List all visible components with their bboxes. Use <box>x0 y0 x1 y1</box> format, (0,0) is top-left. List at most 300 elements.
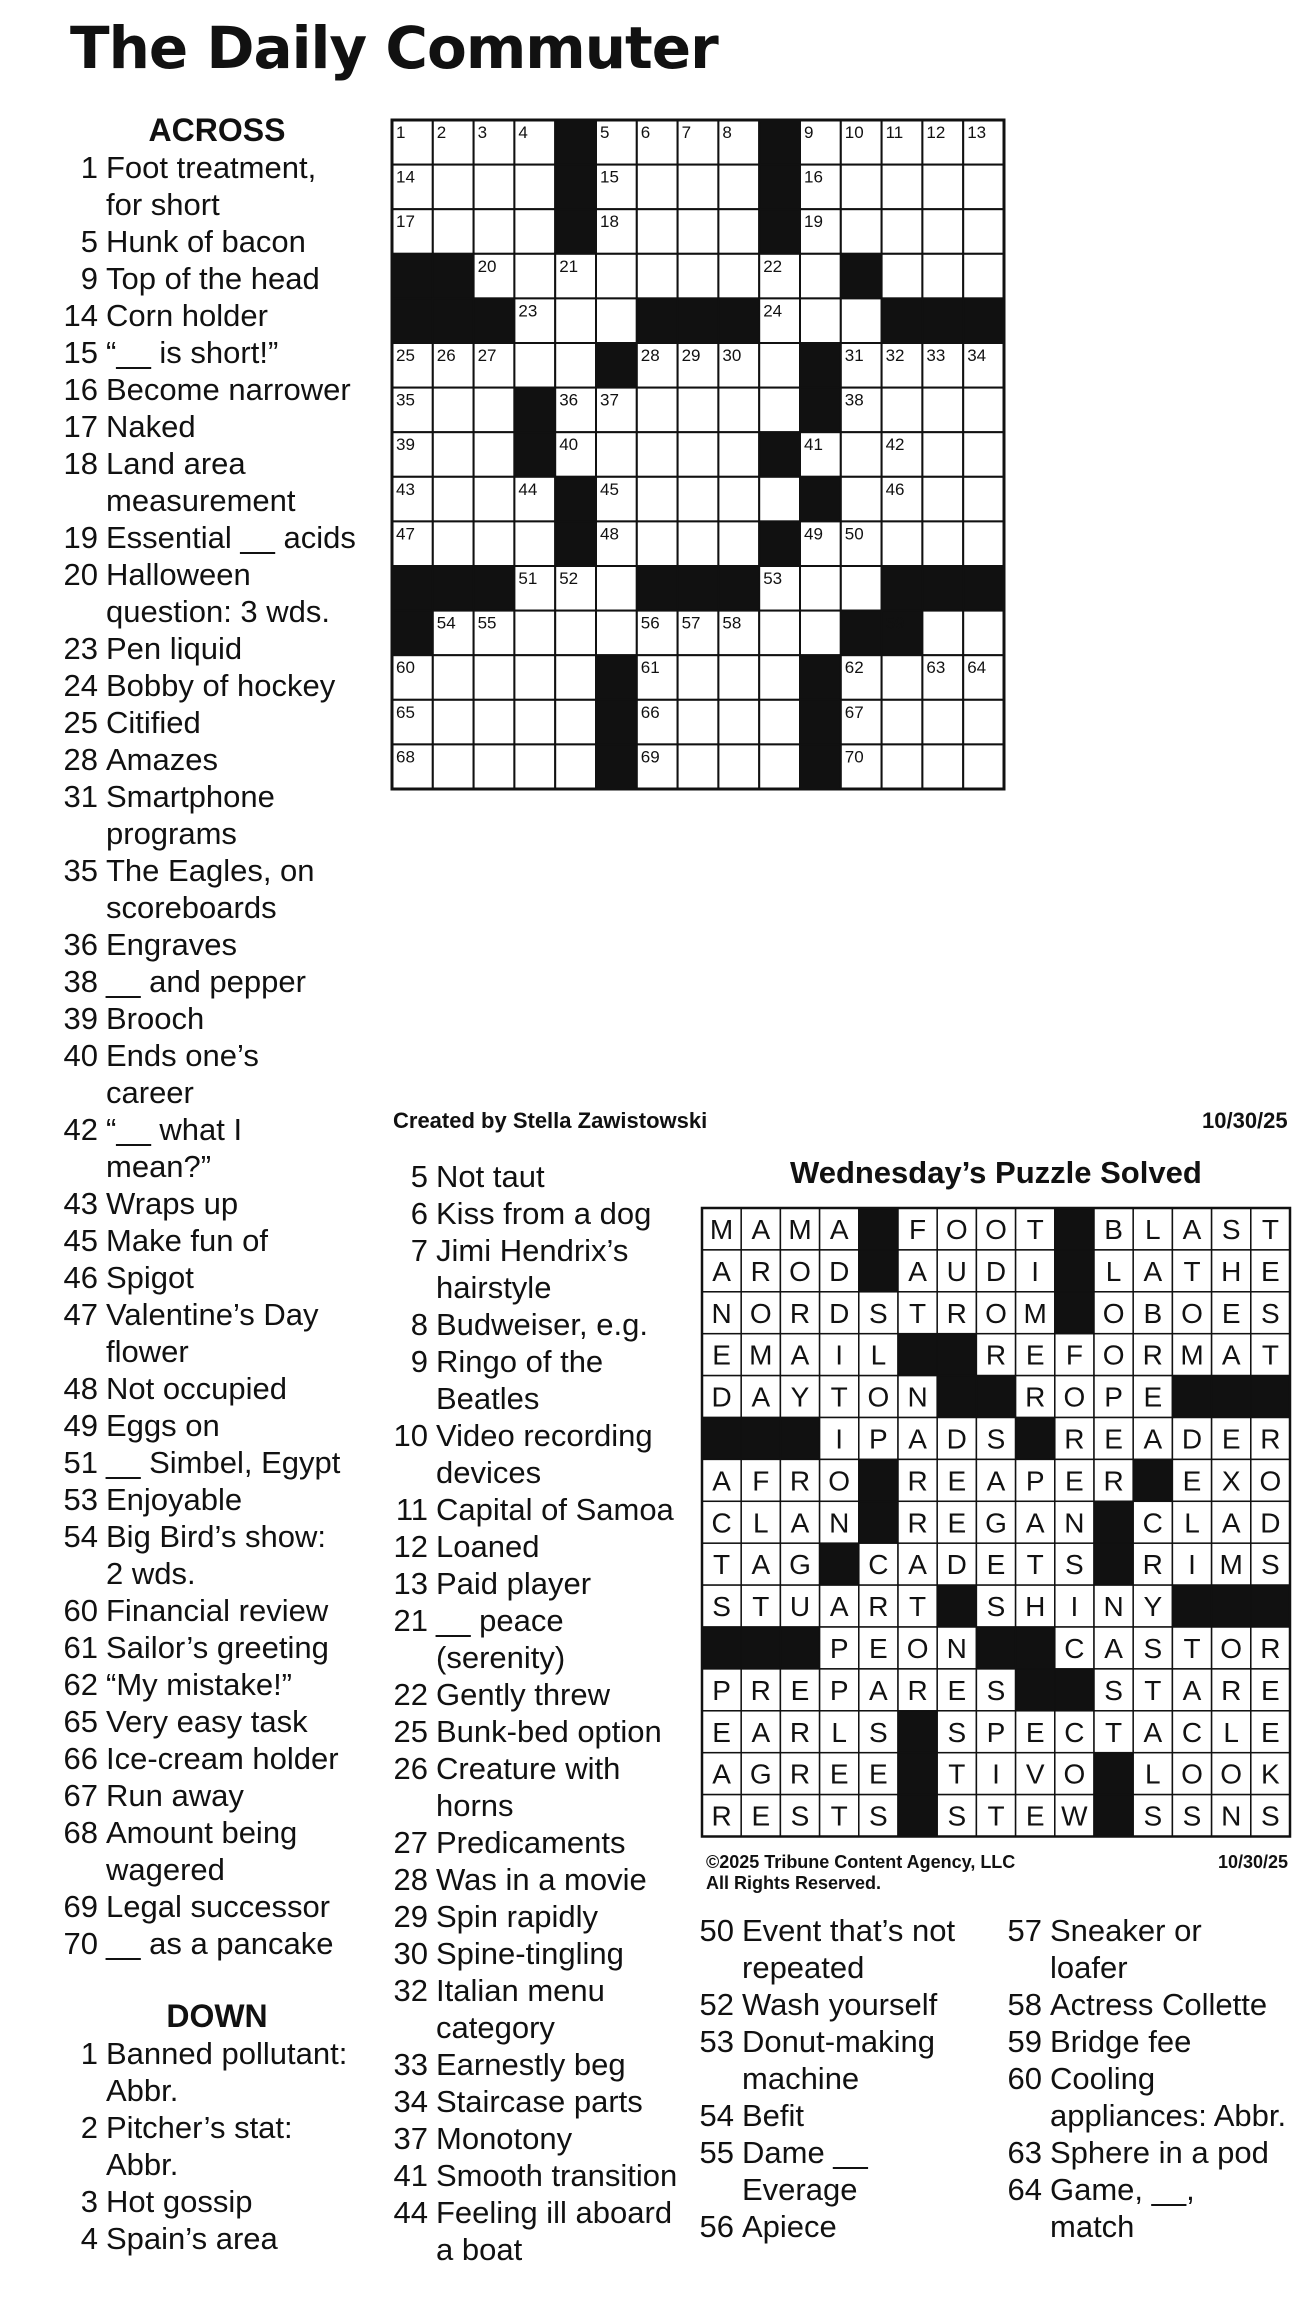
clue <box>382 1158 682 1195</box>
grid-cell[interactable] <box>474 744 515 789</box>
grid-cell[interactable] <box>922 521 963 566</box>
grid-cell[interactable] <box>678 744 719 789</box>
clue-text: Abbr. <box>106 2073 179 2108</box>
grid-cell[interactable] <box>474 388 515 433</box>
grid-cell[interactable] <box>637 209 678 254</box>
grid-cell[interactable] <box>555 700 596 745</box>
clue-text: machine <box>742 2061 860 2096</box>
solved-letter: D <box>1260 1507 1281 1539</box>
grid-cell[interactable] <box>841 165 882 210</box>
grid-cell[interactable] <box>922 432 963 477</box>
clue-number: 62 <box>63 1667 98 1702</box>
clue-number: 60 <box>1007 2061 1042 2096</box>
clue <box>1006 1986 1306 2023</box>
grid-cell[interactable] <box>433 477 474 522</box>
clue-number: 1 <box>80 2036 98 2071</box>
grid-cell[interactable] <box>514 254 555 299</box>
clue-text: Wash yourself <box>742 1987 938 2022</box>
crossword-grid[interactable] <box>390 118 1298 1102</box>
clue <box>382 1750 682 1824</box>
cell-number: 24 <box>763 301 783 321</box>
grid-cell[interactable] <box>841 298 882 343</box>
solved-letter: T <box>1183 1632 1201 1664</box>
grid-cell[interactable] <box>800 611 841 656</box>
clue-text: Video recording <box>436 1418 653 1453</box>
grid-cell[interactable] <box>637 388 678 433</box>
grid-cell[interactable] <box>433 388 474 433</box>
clue <box>62 1222 372 1259</box>
grid-cell[interactable] <box>759 388 800 433</box>
grid-cell[interactable] <box>718 521 759 566</box>
clue-text: a boat <box>436 2232 523 2267</box>
cell-number: 15 <box>600 167 619 187</box>
clue-text: Legal successor <box>106 1889 331 1924</box>
clue-number: 59 <box>1007 2024 1042 2059</box>
grid-cell[interactable] <box>922 477 963 522</box>
grid-cell[interactable] <box>963 432 1004 477</box>
black-square <box>820 1543 859 1585</box>
grid-cell[interactable] <box>514 521 555 566</box>
grid-cell[interactable] <box>922 254 963 299</box>
solved-letter: A <box>1182 1674 1202 1706</box>
grid-cell[interactable] <box>963 165 1004 210</box>
solved-letter: X <box>1221 1465 1241 1497</box>
clue <box>62 630 372 667</box>
solved-letter: C <box>1064 1716 1085 1748</box>
solved-letter: I <box>835 1423 844 1455</box>
cell-number: 34 <box>967 346 987 365</box>
clue-number: 25 <box>393 1714 428 1749</box>
grid-cell[interactable] <box>433 700 474 745</box>
grid-cell[interactable] <box>596 432 637 477</box>
grid-cell[interactable] <box>474 209 515 254</box>
clue <box>698 1912 998 1986</box>
solved-letter: F <box>752 1465 770 1497</box>
clue <box>382 1824 682 1861</box>
grid-cell[interactable] <box>718 254 759 299</box>
clue-text: for short <box>106 187 220 222</box>
grid-cell[interactable] <box>433 165 474 210</box>
clue-text: Sneaker or <box>1050 1913 1202 1948</box>
clue-number: 18 <box>63 446 98 481</box>
clue-text: career <box>106 1075 194 1110</box>
clue-text: Ends one’s <box>106 1038 259 1073</box>
black-square <box>474 298 515 343</box>
grid-cell[interactable] <box>474 165 515 210</box>
solved-letter: O <box>1220 1632 1243 1664</box>
grid-cell[interactable] <box>922 700 963 745</box>
grid-cell[interactable] <box>963 209 1004 254</box>
grid-cell[interactable] <box>596 254 637 299</box>
grid-cell[interactable] <box>678 165 719 210</box>
grid-cell[interactable] <box>922 388 963 433</box>
black-square <box>741 1418 780 1460</box>
grid-cell[interactable] <box>514 655 555 700</box>
clue <box>62 445 372 519</box>
cell-number: 22 <box>763 256 783 276</box>
clue <box>62 1925 372 1962</box>
solved-letter: T <box>909 1297 927 1329</box>
solved-letter: M <box>1219 1549 1243 1581</box>
grid-cell[interactable] <box>637 477 678 522</box>
clue-text: scoreboards <box>106 890 277 925</box>
cell-number: 58 <box>722 613 742 633</box>
cell-number: 41 <box>804 435 823 455</box>
clue-number: 55 <box>699 2135 734 2170</box>
black-square <box>759 521 800 566</box>
grid-cell[interactable] <box>474 477 515 522</box>
grid-cell[interactable] <box>759 611 800 656</box>
solved-letter: R <box>985 1339 1007 1371</box>
cell-number: 42 <box>885 435 905 455</box>
cell-number: 6 <box>640 123 651 142</box>
clue-number: 36 <box>63 927 98 962</box>
black-square <box>898 1711 937 1753</box>
solved-letter: A <box>1221 1507 1241 1539</box>
clue-number: 35 <box>63 853 98 888</box>
black-square <box>514 432 555 477</box>
grid-cell[interactable] <box>963 254 1004 299</box>
solved-letter: A <box>712 1758 731 1790</box>
grid-cell[interactable] <box>433 655 474 700</box>
solved-letter: O <box>1181 1297 1203 1329</box>
clue-number: 29 <box>393 1899 428 1934</box>
grid-cell[interactable] <box>718 209 759 254</box>
clue <box>62 852 372 926</box>
grid-cell[interactable] <box>759 655 800 700</box>
clue <box>62 778 372 852</box>
grid-cell[interactable] <box>882 700 923 745</box>
grid-cell[interactable] <box>474 432 515 477</box>
solved-letter: E <box>712 1716 731 1748</box>
grid-cell[interactable] <box>678 655 719 700</box>
grid-cell[interactable] <box>882 521 923 566</box>
clue-number: 9 <box>80 261 98 296</box>
clue-text: Jimi Hendrix’s <box>436 1233 629 1268</box>
clue-text: Ice-cream holder <box>106 1741 339 1776</box>
clue-number: 53 <box>699 2024 734 2059</box>
solved-letter: L <box>831 1716 847 1748</box>
clue-number: 15 <box>63 335 98 370</box>
solved-letter: A <box>751 1213 771 1245</box>
solved-letter: R <box>907 1465 928 1497</box>
clue <box>382 1713 682 1750</box>
grid-cell[interactable] <box>514 611 555 656</box>
grid-cell[interactable] <box>759 477 800 522</box>
clue-text: The Eagles, on <box>106 853 315 888</box>
clue-text: loafer <box>1050 1950 1128 1985</box>
clue-number: 9 <box>410 1344 428 1379</box>
clue-text: Befit <box>742 2098 805 2133</box>
grid-cell[interactable] <box>637 521 678 566</box>
grid-cell[interactable] <box>882 209 923 254</box>
solved-letter: P <box>869 1423 888 1455</box>
solved-letter: H <box>1221 1255 1242 1287</box>
copyright-line: All Rights Reserved. <box>706 1873 882 1893</box>
clue-text: Sphere in a pod <box>1050 2135 1269 2170</box>
grid-cell[interactable] <box>514 744 555 789</box>
solved-letter: E <box>1182 1465 1202 1497</box>
clue-text: Was in a movie <box>436 1862 647 1897</box>
grid-cell[interactable] <box>678 521 719 566</box>
grid-cell[interactable] <box>555 655 596 700</box>
solved-letter: C <box>1181 1716 1203 1748</box>
solved-letter: F <box>909 1213 927 1245</box>
solved-letter: A <box>908 1255 927 1287</box>
grid-cell[interactable] <box>514 343 555 388</box>
grid-cell[interactable] <box>514 700 555 745</box>
black-square <box>800 343 841 388</box>
clue-text: Banned pollutant: <box>106 2036 348 2071</box>
solved-letter: P <box>1025 1465 1045 1497</box>
cell-number: 62 <box>844 658 864 678</box>
black-square <box>1094 1795 1133 1837</box>
cell-number: 19 <box>804 212 823 232</box>
solved-letter: P <box>829 1632 849 1664</box>
clue-number: 13 <box>393 1566 428 1601</box>
clue-number: 21 <box>393 1603 428 1638</box>
grid-cell[interactable] <box>596 566 637 611</box>
black-square <box>1016 1669 1055 1711</box>
grid-cell[interactable] <box>800 254 841 299</box>
clue-text: Financial review <box>106 1593 329 1628</box>
grid-cell[interactable] <box>963 477 1004 522</box>
solved-letter: E <box>947 1674 967 1706</box>
clue-number: 14 <box>63 298 98 333</box>
grid-cell[interactable] <box>678 700 719 745</box>
solved-letter: A <box>1025 1507 1045 1539</box>
clue <box>62 1000 372 1037</box>
grid-cell[interactable] <box>514 165 555 210</box>
grid-cell[interactable] <box>718 165 759 210</box>
grid-cell[interactable] <box>678 477 719 522</box>
grid-cell[interactable] <box>718 388 759 433</box>
grid-cell[interactable] <box>963 700 1004 745</box>
grid-cell[interactable] <box>678 388 719 433</box>
grid-cell[interactable] <box>963 611 1004 656</box>
clue-text: Become narrower <box>106 372 351 407</box>
grid-cell[interactable] <box>922 611 963 656</box>
black-square <box>1212 1585 1251 1627</box>
clue-text: mean?” <box>106 1149 212 1184</box>
grid-cell[interactable] <box>759 343 800 388</box>
solved-letter: C <box>1142 1507 1163 1539</box>
clue <box>62 1777 372 1814</box>
solved-letter: N <box>946 1632 967 1664</box>
solved-letter: A <box>1221 1339 1241 1371</box>
solved-letter: T <box>1183 1255 1201 1287</box>
clue <box>698 2097 998 2134</box>
grid-cell[interactable] <box>555 744 596 789</box>
copyright-notice <box>706 1852 1015 1894</box>
grid-cell[interactable] <box>433 744 474 789</box>
clue-text: Feeling ill aboard <box>436 2195 673 2230</box>
clue-text: Hot gossip <box>106 2184 253 2219</box>
grid-cell[interactable] <box>963 744 1004 789</box>
clue-text: match <box>1050 2209 1135 2244</box>
clue-text: Very easy task <box>106 1704 308 1739</box>
grid-cell[interactable] <box>555 298 596 343</box>
cell-number: 21 <box>559 256 579 276</box>
cell-number: 11 <box>885 123 904 142</box>
black-square <box>800 744 841 789</box>
solved-letter: E <box>1143 1381 1163 1413</box>
clue <box>1006 2134 1306 2171</box>
clue-number: 31 <box>63 779 98 814</box>
cell-number: 60 <box>396 658 415 678</box>
black-square <box>800 388 841 433</box>
solved-letter: A <box>712 1255 731 1287</box>
grid-cell[interactable] <box>474 521 515 566</box>
clue <box>62 1814 372 1888</box>
clue <box>62 704 372 741</box>
clue-text: (serenity) <box>436 1640 566 1675</box>
clue <box>62 1185 372 1222</box>
grid-cell[interactable] <box>433 521 474 566</box>
clue-number: 53 <box>63 1482 98 1517</box>
black-square <box>963 298 1004 343</box>
clue-number: 11 <box>395 1492 428 1527</box>
black-square <box>1251 1585 1290 1627</box>
grid-cell[interactable] <box>882 165 923 210</box>
clue-number: 16 <box>63 372 98 407</box>
solved-letter: S <box>986 1591 1006 1623</box>
cell-number: 32 <box>885 346 905 365</box>
clue <box>382 2120 682 2157</box>
clue-text: Top of the head <box>106 261 320 296</box>
solved-letter: T <box>1026 1549 1044 1581</box>
solved-letter: E <box>1221 1423 1241 1455</box>
grid-cell[interactable] <box>800 566 841 611</box>
solved-letter: R <box>1025 1381 1046 1413</box>
grid-cell[interactable] <box>841 432 882 477</box>
black-square <box>433 298 474 343</box>
grid-cell[interactable] <box>474 655 515 700</box>
grid-cell[interactable] <box>718 700 759 745</box>
solved-letter: D <box>829 1297 850 1329</box>
cell-number: 3 <box>477 123 488 142</box>
grid-cell[interactable] <box>433 432 474 477</box>
grid-cell[interactable] <box>841 209 882 254</box>
grid-cell[interactable] <box>922 744 963 789</box>
clue-number: 34 <box>393 2084 428 2119</box>
black-square <box>1016 1627 1055 1669</box>
grid-cell[interactable] <box>841 477 882 522</box>
cell-number: 33 <box>926 346 946 365</box>
solved-letter: O <box>1102 1297 1125 1329</box>
solved-letter: R <box>789 1716 811 1748</box>
grid-cell[interactable] <box>678 432 719 477</box>
black-square <box>637 298 678 343</box>
solved-letter: O <box>828 1465 851 1497</box>
solved-letter: R <box>1260 1632 1281 1664</box>
grid-cell[interactable] <box>555 611 596 656</box>
clue-text: Monotony <box>436 2121 573 2156</box>
grid-cell[interactable] <box>882 388 923 433</box>
solved-letter: Y <box>1143 1591 1163 1623</box>
grid-cell[interactable] <box>718 655 759 700</box>
cell-number: 50 <box>844 524 864 544</box>
solved-letter: R <box>907 1507 928 1539</box>
grid-cell[interactable] <box>474 700 515 745</box>
grid-cell[interactable] <box>882 655 923 700</box>
solved-letter: O <box>945 1213 968 1245</box>
black-square <box>800 655 841 700</box>
grid-cell[interactable] <box>637 432 678 477</box>
clue-number: 68 <box>63 1815 98 1850</box>
clue-text: programs <box>106 816 237 851</box>
cell-number: 14 <box>396 167 415 187</box>
clue <box>382 1898 682 1935</box>
grid-cell[interactable] <box>678 209 719 254</box>
grid-cell[interactable] <box>922 165 963 210</box>
grid-cell[interactable] <box>759 700 800 745</box>
black-square <box>392 254 433 299</box>
grid-cell[interactable] <box>514 209 555 254</box>
black-square <box>555 521 596 566</box>
grid-cell[interactable] <box>637 254 678 299</box>
solved-letter: O <box>1102 1339 1125 1371</box>
black-square <box>741 1627 780 1669</box>
grid-cell[interactable] <box>596 611 637 656</box>
solved-letter: L <box>1105 1255 1122 1287</box>
clue <box>62 223 372 260</box>
grid-cell[interactable] <box>555 343 596 388</box>
clue <box>382 1528 682 1565</box>
black-square <box>1172 1376 1211 1418</box>
grid-cell[interactable] <box>637 165 678 210</box>
cell-number: 46 <box>885 479 905 499</box>
grid-cell[interactable] <box>841 566 882 611</box>
grid-cell[interactable] <box>963 521 1004 566</box>
clue <box>382 2194 682 2268</box>
grid-cell[interactable] <box>678 254 719 299</box>
clue-number: 5 <box>410 1159 428 1194</box>
clue-text: Bobby of hockey <box>106 668 336 703</box>
grid-cell[interactable] <box>800 298 841 343</box>
clue-text: Predicaments <box>436 1825 626 1860</box>
grid-cell[interactable] <box>882 744 923 789</box>
grid-cell[interactable] <box>718 477 759 522</box>
black-square <box>433 566 474 611</box>
grid-cell[interactable] <box>922 209 963 254</box>
grid-cell[interactable] <box>963 388 1004 433</box>
grid-cell[interactable] <box>433 209 474 254</box>
cell-number: 59 <box>885 613 905 633</box>
solved-letter: S <box>947 1716 967 1748</box>
clue-text: Spin rapidly <box>436 1899 598 1934</box>
clue-number: 38 <box>63 964 98 999</box>
grid-cell[interactable] <box>596 298 637 343</box>
solved-letter: R <box>907 1674 928 1706</box>
grid-cell[interactable] <box>759 744 800 789</box>
grid-cell[interactable] <box>718 744 759 789</box>
grid-cell[interactable] <box>718 432 759 477</box>
clue-text: Big Bird’s show: <box>106 1519 326 1554</box>
clue <box>62 2109 372 2183</box>
clue-text: Earnestly beg <box>436 2047 626 2082</box>
solved-puzzle-date: 10/30/25 <box>1218 1852 1289 1872</box>
clue-number: 66 <box>63 1741 98 1776</box>
solved-letter: E <box>790 1674 810 1706</box>
black-square <box>596 343 637 388</box>
clue-number: 41 <box>393 2158 428 2193</box>
clue-number: 23 <box>63 631 98 666</box>
grid-cell[interactable] <box>882 254 923 299</box>
solved-letter: S <box>1261 1549 1280 1581</box>
solved-letter: O <box>1259 1465 1282 1497</box>
solved-letter: O <box>1181 1758 1203 1790</box>
